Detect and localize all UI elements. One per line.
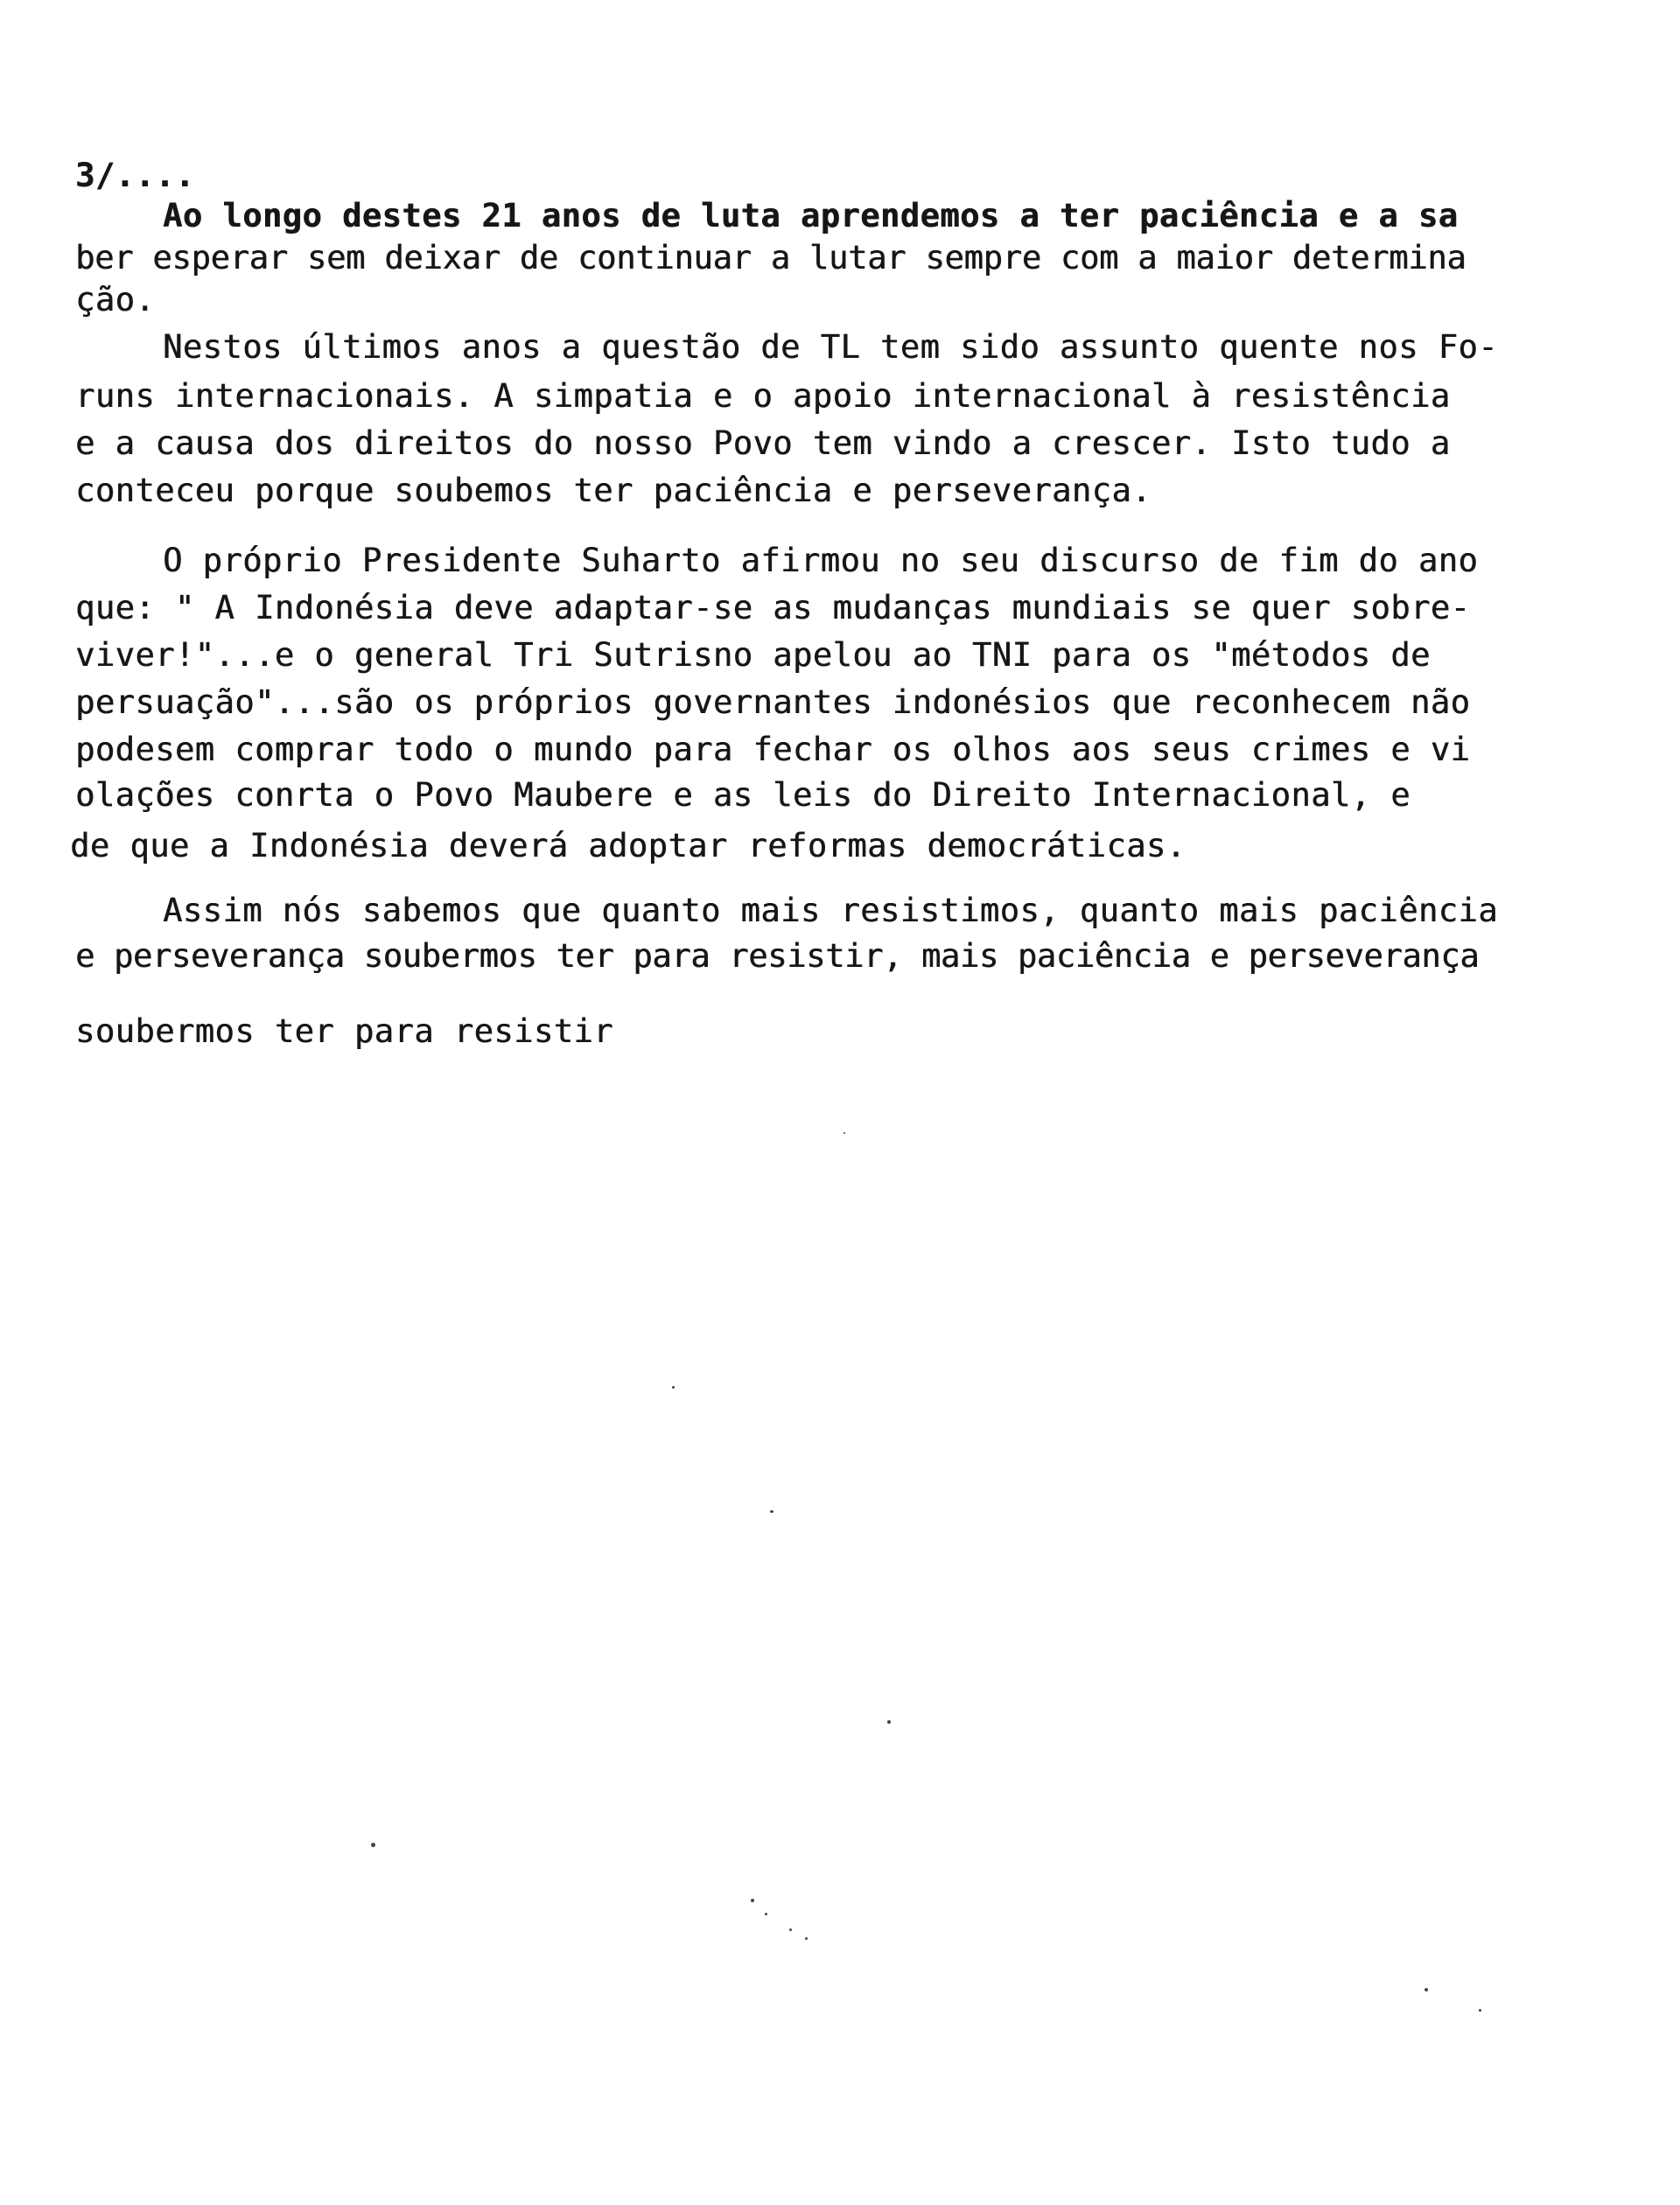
text-line: e perseverança soubermos ter para resistir, mais paciência e perseverança [75, 937, 1480, 975]
scan-speck [805, 1937, 808, 1940]
scan-speck [765, 1913, 767, 1915]
text-line: Nestos últimos anos a questão de TL tem sido assunto quente nos Fo- [163, 328, 1498, 366]
text-line: runs internacionais. A simpatia e o apoio internacional à resistência [75, 377, 1451, 415]
scan-speck [844, 1132, 845, 1134]
page-marker: 3/.... [75, 157, 195, 194]
text-line: que: " A Indonésia deve adaptar-se as mudanças mundiais se quer sobre- [75, 589, 1471, 626]
text-line: Assim nós sabemos que quanto mais resistimos, quanto mais paciência [163, 892, 1498, 929]
text-line: de que a Indonésia deverá adoptar reformas democráticas. [70, 827, 1186, 864]
text-line: Ao longo destes 21 anos de luta aprendemos a ter paciência e a sa [163, 197, 1459, 234]
scan-speck [1479, 2009, 1481, 2012]
text-line: podesem comprar todo o mundo para fechar os olhos aos seus crimes e vi [75, 731, 1471, 768]
scan-speck [1424, 1988, 1428, 1992]
scan-speck [672, 1386, 675, 1389]
text-line: ção. [75, 281, 156, 318]
text-line: viver!"...e o general Tri Sutrisno apelou ao TNI para os "métodos de [75, 636, 1431, 674]
scan-speck [371, 1843, 375, 1847]
text-line: O próprio Presidente Suharto afirmou no seu discurso de fim do ano [163, 542, 1479, 579]
text-line: e a causa dos direitos do nosso Povo tem vindo a crescer. Isto tudo a [75, 424, 1451, 462]
text-line: persuação"...são os próprios governantes indonésios que reconhecem não [75, 683, 1471, 721]
text-line: conteceu porque soubemos ter paciência e perseverança. [75, 472, 1152, 509]
scan-speck [887, 1720, 891, 1724]
text-line: soubermos ter para resistir [75, 1012, 613, 1050]
scan-speck [770, 1510, 774, 1513]
text-line: ber esperar sem deixar de continuar a lutar sempre com a maior determina [75, 239, 1466, 276]
scan-speck [789, 1928, 792, 1931]
text-line: olações conrta o Povo Maubere e as leis do Direito Internacional, e [75, 776, 1410, 814]
scan-speck [751, 1899, 754, 1902]
